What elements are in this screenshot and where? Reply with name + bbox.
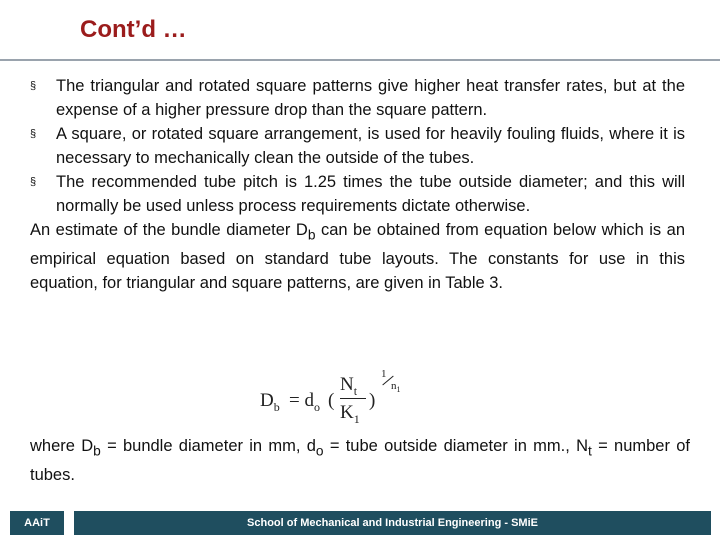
formula-close-paren: ) [369, 390, 376, 411]
slide-body [30, 74, 685, 295]
where-definitions: where $D_b$ = bundle diameter in mm, $d_o$ = tube outside diameter in mm., $N_t$ = number of tubes. [30, 437, 690, 485]
formula-exponent-numerator: 1 [381, 368, 387, 380]
formula-denominator: $K_1$ [340, 402, 360, 426]
title-divider [0, 59, 720, 61]
bullet-item [30, 170, 685, 218]
formula-exponent-denominator: $n_1$ [391, 380, 401, 395]
bullet-square-icon: § [30, 80, 37, 92]
formula-fraction-bar [340, 398, 366, 399]
formula-open-paren: ( [328, 390, 335, 411]
footer-school: School of Mechanical and Industrial Engineering - SMiE [74, 511, 711, 535]
formula-numerator: $N_t$ [340, 374, 358, 398]
footer-institution: AAiT [10, 511, 64, 535]
formula-lhs: $D_b$ [260, 390, 280, 414]
bullet-text: The recommended tube pitch is 1.25 times the tube outside diameter; and this will normally be used unless process requirements dictate otherwise. [56, 173, 685, 215]
bullet-square-icon: § [30, 128, 37, 140]
bullet-item [30, 74, 685, 122]
bullet-text: A square, or rotated square arrangement, is used for heavily fouling fluids, where it is necessary to mechanically clean the outside of the tubes. [56, 125, 685, 167]
bundle-diameter-paragraph: An estimate of the bundle diameter $D_b$ can be obtained from equation below which is an empirical equation based on standard tube layouts. The constants for use in this equation, for triangular and square patterns, are given in Table 3. [30, 221, 685, 293]
bundle-diameter-equation [260, 368, 420, 432]
bullet-list [30, 74, 685, 218]
bullet-square-icon: § [30, 176, 37, 188]
bullet-item [30, 122, 685, 170]
bullet-text: The triangular and rotated square patterns give higher heat transfer rates, but at the expense of a higher pressure drop than the square pattern. [56, 77, 685, 119]
slide-title: Cont’d … [80, 16, 187, 43]
formula-do: = $d_o$ [289, 390, 320, 414]
